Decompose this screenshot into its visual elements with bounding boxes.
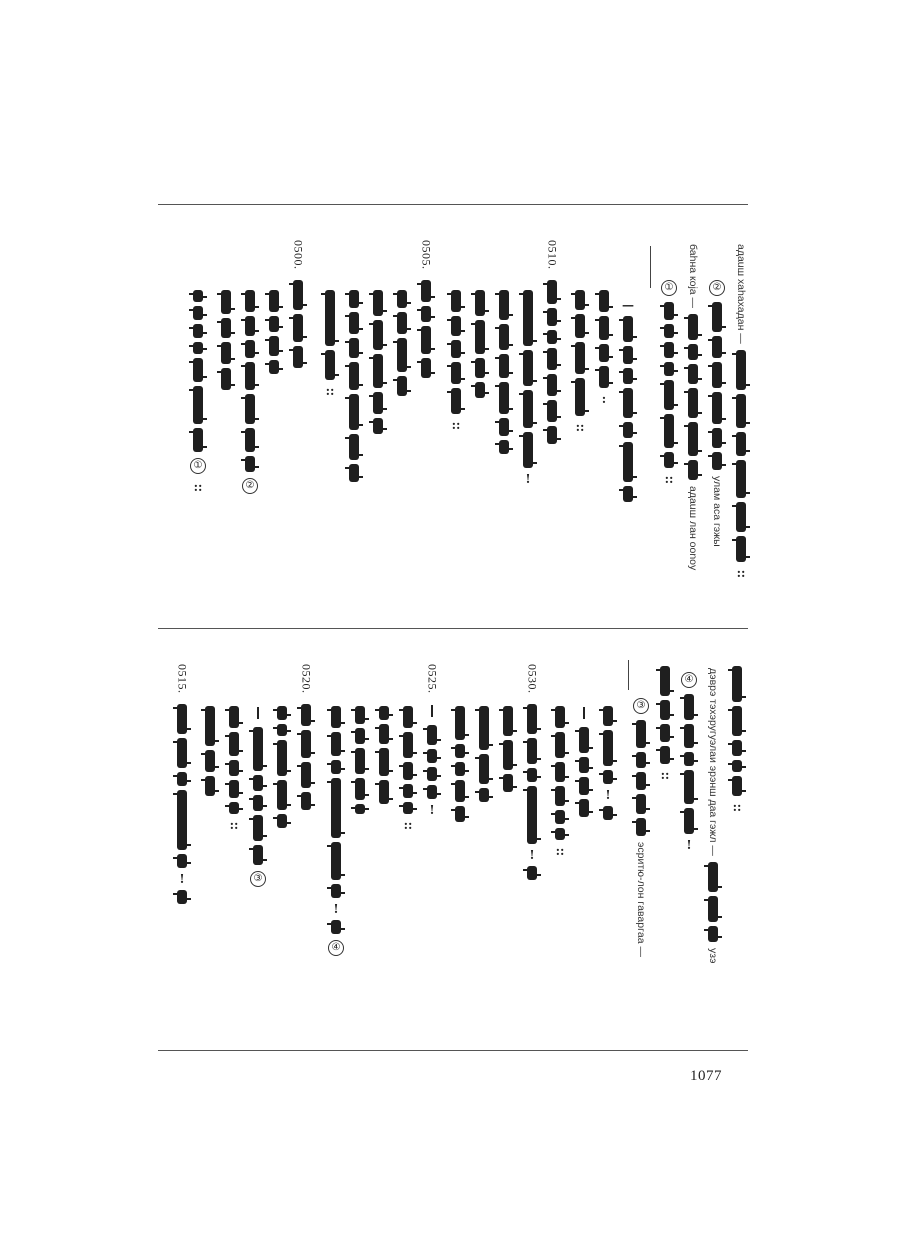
note-cyrillic: улам аса гэжы xyxy=(711,476,723,547)
bottom-verse-line-2 xyxy=(572,704,596,819)
footnote-marker: ③ xyxy=(250,871,266,887)
bottom-verse-line-17 xyxy=(198,704,222,798)
bottom-verse-line-9: :: xyxy=(396,704,420,834)
top-verse-line-13: :: xyxy=(318,288,342,400)
footnote-marker: ① xyxy=(661,280,677,296)
bottom-note-a: :: xyxy=(728,664,746,816)
punctuation: :: xyxy=(664,472,674,486)
bottom-verse-line-8: 0525. ! xyxy=(425,664,440,817)
line-number: 0505. xyxy=(419,240,434,270)
bottom-note-d: :: xyxy=(656,664,674,784)
top-verse-line-7 xyxy=(468,288,492,400)
bottom-note-c: ④ ! xyxy=(680,668,698,854)
top-verse-line-8: :: xyxy=(444,288,468,434)
footnote-marker: ④ xyxy=(681,672,697,688)
top-verse-line-4 xyxy=(540,240,564,446)
top-verse-line-2: : xyxy=(592,288,616,408)
top-verse-line-9 xyxy=(414,240,438,380)
top-verse-line-15 xyxy=(262,288,286,376)
top-note-a xyxy=(732,240,750,582)
note-cyrillic: эсритю-лон гaваргaa — xyxy=(635,842,647,958)
top-verse-line-14 xyxy=(286,240,310,370)
page-number: 1077 xyxy=(690,1068,722,1084)
note-cyrillic-2: узэ xyxy=(707,947,719,964)
line-number: 0515. xyxy=(175,664,190,694)
bottom-verse-line-4: 0530. ! xyxy=(520,664,544,882)
top-verse-line-16 xyxy=(238,288,262,498)
footnote-marker: ① xyxy=(190,458,206,474)
footnote-marker: ③ xyxy=(633,698,649,714)
bottom-verse-line-10 xyxy=(372,704,396,806)
top-verse-line-3: :: xyxy=(568,288,592,436)
note-cyrillic: дэврэ тэхэругуэлаи эрэнш даа гэжл — xyxy=(707,668,719,856)
top-note-b xyxy=(708,276,726,551)
footnote-marker: ② xyxy=(709,280,725,296)
line-number: 0530. xyxy=(525,664,540,694)
bottom-verse-line-12: ! ④ xyxy=(324,704,348,960)
bottom-rule xyxy=(158,1050,748,1051)
punctuation: :: xyxy=(736,565,746,580)
bottom-verse-line-6 xyxy=(472,704,496,804)
middle-rule xyxy=(158,628,748,629)
bottom-verse-line-11 xyxy=(348,704,372,816)
line-number: 0500. xyxy=(291,240,306,270)
bottom-verse-line-15 xyxy=(246,704,270,891)
bottom-verse-line-3: :: xyxy=(548,704,572,860)
line-number: 0525. xyxy=(425,664,440,694)
bottom-verse-line-18: 0515. ! xyxy=(170,664,194,906)
top-rule xyxy=(158,204,748,205)
footnote-marker: ② xyxy=(242,478,258,494)
line-number: 0520. xyxy=(299,664,314,694)
note-cyrillic: баhна кoja — xyxy=(687,244,699,309)
top-verse-line-18: ① :: xyxy=(186,288,210,496)
top-note-d xyxy=(660,276,678,488)
top-verse-line-10 xyxy=(390,288,414,398)
top-footnote-separator xyxy=(650,246,651,288)
note-cyrillic: адаuш хаhахадан — xyxy=(735,244,747,344)
bottom-verse-line-13 xyxy=(294,664,318,812)
bottom-verse-line-5 xyxy=(496,704,520,794)
line-number: 0510. xyxy=(545,240,560,270)
bottom-note-b xyxy=(704,664,722,967)
bottom-verse-line-7 xyxy=(448,704,472,824)
bottom-verse-line-1: ! xyxy=(596,704,620,822)
top-verse-line-6 xyxy=(492,288,516,456)
top-note-c xyxy=(684,240,702,574)
top-verse-line-12 xyxy=(342,288,366,484)
note-cyrillic-2: адаuш лан оonoy xyxy=(687,486,699,571)
bottom-note-e xyxy=(632,694,650,961)
bottom-verse-line-16: :: xyxy=(222,704,246,834)
footnote-marker: ④ xyxy=(328,940,344,956)
top-verse-line-17 xyxy=(214,288,238,392)
bottom-footnote-separator xyxy=(628,660,629,690)
top-verse-line-1: — xyxy=(616,296,640,504)
top-verse-line-11 xyxy=(366,288,390,436)
bottom-verse-line-14 xyxy=(270,704,294,830)
top-verse-line-5: ! xyxy=(516,288,540,488)
